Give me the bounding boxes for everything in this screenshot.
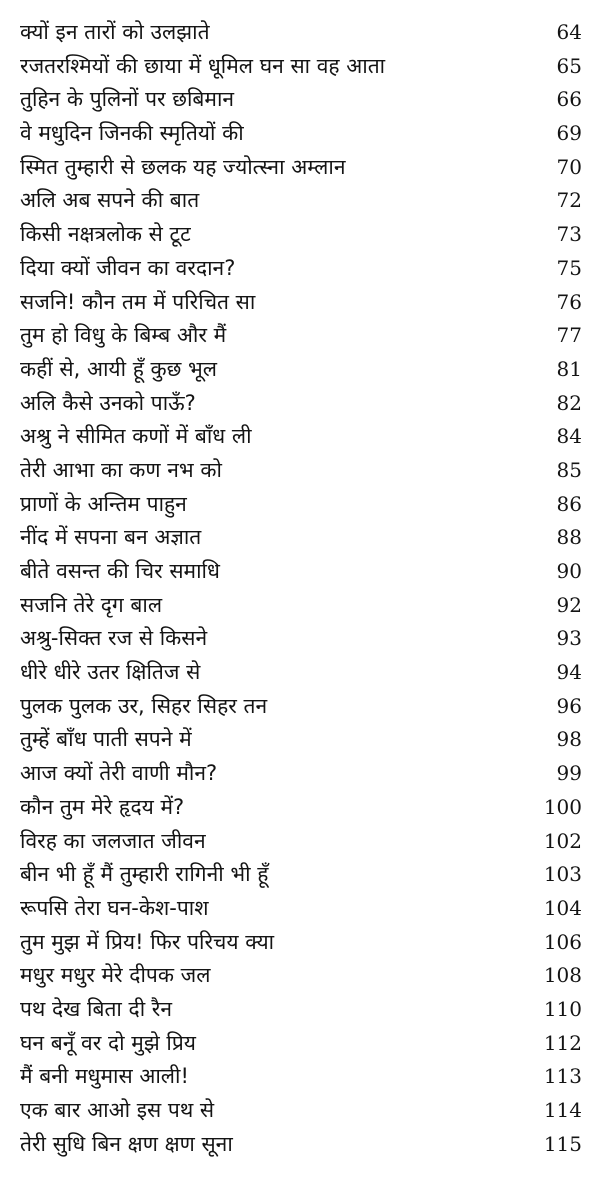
toc-entry	[0, 1027, 600, 1061]
toc-entry	[0, 959, 600, 993]
toc-entry	[0, 454, 600, 488]
toc-entry	[0, 926, 600, 960]
toc-entry-title: सजनि! कौन तम में परिचित सा	[20, 289, 256, 314]
toc-entry	[0, 50, 600, 84]
toc-entry	[0, 690, 600, 724]
toc-entry-page-number: 73	[556, 222, 582, 247]
toc-entry-title: बीते वसन्त की चिर समाधि	[20, 559, 220, 583]
toc-entry-title: रूपसि तेरा घन-केश-पाश	[20, 895, 209, 920]
toc-entry-page-number: 92	[556, 592, 582, 617]
toc-entry-title: कहीं से, आयी हूँ कुछ भूल	[20, 356, 218, 381]
toc-entry-page-number: 108	[543, 963, 582, 988]
toc-entry	[0, 791, 600, 825]
toc-entry	[0, 83, 600, 117]
toc-entry-title: नींद में सपना बन अज्ञात	[20, 525, 202, 550]
toc-entry-page-number: 82	[556, 390, 582, 415]
toc-entry	[0, 825, 600, 859]
toc-entry-title: तुम मुझ में प्रिय! फिर परिचय क्या	[20, 929, 275, 954]
toc-entry-title: आज क्यों तेरी वाणी मौन?	[20, 761, 218, 786]
toc-entry-page-number: 76	[556, 289, 582, 314]
toc-entry-page-number: 99	[556, 761, 582, 786]
toc-entry-title: पुलक पुलक उर, सिहर सिहर तन	[20, 693, 268, 718]
toc-entry-page-number: 66	[556, 87, 582, 112]
toc-entry-title: धीरे धीरे उतर क्षितिज से	[20, 660, 201, 685]
toc-entry-page-number: 70	[556, 154, 582, 179]
toc-entry-page-number: 102	[543, 828, 582, 853]
toc-entry-title: मैं बनी मधुमास आली!	[20, 1064, 189, 1089]
toc-entry-title: तेरी सुधि बिन क्षण क्षण सूना	[20, 1131, 233, 1156]
toc-entry	[0, 1060, 600, 1094]
toc-entry-title: किसी नक्षत्रलोक से टूट	[20, 222, 191, 247]
toc-entry-page-number: 86	[556, 491, 582, 516]
toc-entry-page-number: 64	[556, 20, 582, 44]
toc-entry-page-number: 110	[543, 996, 582, 1021]
toc-entry	[0, 622, 600, 656]
toc-entry-title: मधुर मधुर मेरे दीपक जल	[20, 963, 211, 988]
toc-entry-title: कौन तुम मेरे हृदय में?	[20, 794, 185, 819]
toc-entry-page-number: 88	[556, 525, 582, 550]
toc-entry-title: एक बार आओ इस पथ से	[20, 1098, 215, 1122]
toc-entry-page-number: 103	[543, 862, 582, 887]
toc-entry-page-number: 81	[556, 356, 582, 381]
table-of-contents	[0, 16, 600, 1161]
toc-entry-page-number: 93	[556, 626, 582, 651]
toc-entry	[0, 387, 600, 421]
toc-entry-page-number: 112	[543, 1030, 582, 1055]
toc-entry	[0, 1128, 600, 1162]
toc-entry-title: अश्रु-सिक्त रज से किसने	[20, 626, 208, 651]
toc-entry-page-number: 65	[556, 53, 582, 78]
toc-entry	[0, 858, 600, 892]
toc-entry-title: प्राणों के अन्तिम पाहुन	[20, 491, 187, 516]
toc-entry-page-number: 106	[543, 929, 582, 954]
toc-entry	[0, 656, 600, 690]
toc-entry	[0, 16, 600, 50]
toc-entry-page-number: 69	[556, 121, 582, 146]
toc-entry-title: तुम्हें बाँध पाती सपने में	[20, 727, 192, 752]
toc-entry-page-number: 84	[556, 424, 582, 449]
toc-entry-title: रजतरश्मियों की छाया में धूमिल घन सा वह आता	[20, 53, 386, 78]
toc-entry	[0, 521, 600, 555]
toc-entry-page-number: 100	[543, 794, 582, 819]
toc-entry-title: बीन भी हूँ मैं तुम्हारी रागिनी भी हूँ	[20, 862, 269, 887]
toc-entry-page-number: 98	[556, 727, 582, 752]
toc-entry	[0, 892, 600, 926]
toc-entry-title: विरह का जलजात जीवन	[20, 828, 206, 853]
toc-entry	[0, 488, 600, 522]
toc-entry	[0, 286, 600, 320]
toc-entry-title: क्यों इन तारों को उलझाते	[20, 20, 210, 44]
toc-entry	[0, 319, 600, 353]
toc-entry-title: तेरी आभा का कण नभ को	[20, 457, 222, 482]
toc-entry-title: तुहिन के पुलिनों पर छबिमान	[20, 87, 235, 112]
toc-entry	[0, 151, 600, 185]
toc-entry-page-number: 94	[556, 660, 582, 685]
toc-entry-page-number: 96	[556, 693, 582, 718]
toc-entry-page-number: 113	[543, 1064, 582, 1089]
toc-entry	[0, 589, 600, 623]
toc-entry-title: अलि अब सपने की बात	[20, 188, 200, 213]
toc-entry	[0, 117, 600, 151]
toc-entry-page-number: 75	[556, 255, 582, 280]
toc-entry-page-number: 90	[556, 559, 582, 583]
toc-entry-title: घन बनूँ वर दो मुझे प्रिय	[20, 1030, 196, 1055]
toc-entry-title: अलि कैसे उनको पाऊँ?	[20, 390, 196, 415]
toc-entry-title: सजनि तेरे दृग बाल	[20, 592, 163, 617]
toc-entry-page-number: 114	[543, 1098, 582, 1122]
toc-entry	[0, 993, 600, 1027]
toc-entry-page-number: 77	[556, 323, 582, 348]
toc-entry-title: अश्रु ने सीमित कणों में बाँध ली	[20, 424, 252, 449]
toc-entry	[0, 723, 600, 757]
toc-entry-title: तुम हो विधु के बिम्ब और मैं	[20, 323, 227, 348]
toc-entry-page-number: 115	[543, 1131, 582, 1156]
toc-entry	[0, 218, 600, 252]
toc-entry	[0, 1094, 600, 1128]
toc-entry	[0, 184, 600, 218]
toc-entry-page-number: 72	[556, 188, 582, 213]
toc-entry-title: वे मधुदिन जिनकी स्मृतियों की	[20, 121, 244, 146]
toc-entry-title: दिया क्यों जीवन का वरदान?	[20, 255, 236, 280]
toc-entry	[0, 353, 600, 387]
toc-entry	[0, 757, 600, 791]
toc-entry-title: पथ देख बिता दी रैन	[20, 996, 173, 1021]
toc-entry-page-number: 104	[543, 895, 582, 920]
toc-entry-title: स्मित तुम्हारी से छलक यह ज्योत्स्ना अम्लान	[20, 154, 346, 179]
toc-entry	[0, 420, 600, 454]
toc-entry-page-number: 85	[556, 457, 582, 482]
toc-entry	[0, 555, 600, 589]
toc-entry	[0, 252, 600, 286]
